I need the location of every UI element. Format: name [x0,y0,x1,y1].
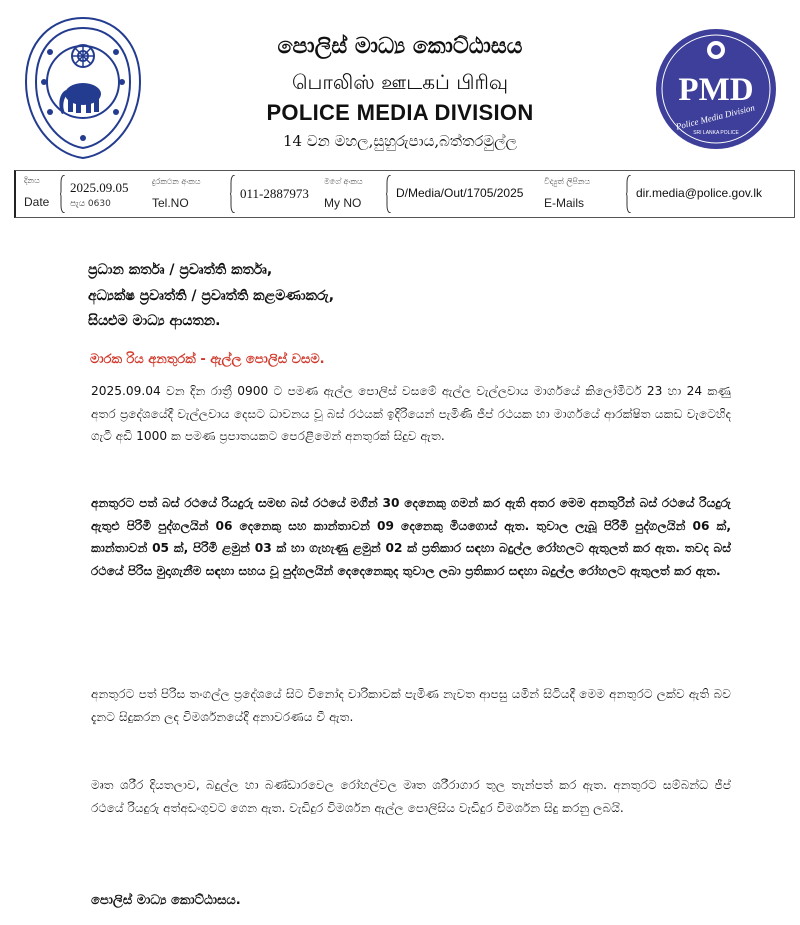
date-label-en: Date [24,195,50,209]
signoff: පොලිස් මාධ්‍ය කොට්ඨාසය. [91,893,241,908]
tel-value-cell [240,171,330,217]
my-no-value-cell [396,171,541,217]
recipient-line-1: ප්‍රධාන කර්තෘ / ප්‍රවෘත්ති කර්තෘ, [88,262,273,278]
header-title-english: POLICE MEDIA DIVISION [266,100,534,125]
tel-label-en: Tel.NO [152,196,189,210]
date-value-cell [70,171,150,217]
brace-icon [230,175,236,213]
email-label-en: E-Mails [544,196,585,210]
tel-label-si: දුරකථන අංකය [152,177,201,186]
police-seal-icon [18,12,148,162]
my-no-label-si: මගේ අංකය [324,177,363,186]
body-paragraph-2: අනතුරට පත් බස් රථයේ රියදුරු සමඟ බස් රථයේ මගීන් 30 දෙනෙකු ගමන් කර ඇති අතර මෙම අනතුරින් බස් රථයේ රියදුරු ඇතුළු පිරිමි පුද්ගලයින් 06 දෙනෙකු සහ කාන්තාවන් 09 දෙනෙකු මියගොස් ඇත. තුවාල ලැබූ පිරිමි පුද්ගලයින් 06 ක්, කාන්තාවන් 05 ක්, පිරිමි ළමුන් 03 ක් හා ගැහැණු ළමුන් 02 ක් ප්‍රතිකාර සඳහා බදුල්ල රෝහලට ඇතුලත් කර ඇත. තවද බස් රථයේ පිරිස මුදාගැනීම සඳහා සහය වූ පුද්ගලයින් දෙදෙනෙකුද තුවාල ලබා ප්‍රතිකාර සඳහා බදුල්ල රෝහලට ඇතුලත් කර ඇත. [91,496,731,578]
my-no-label-cell [324,171,394,217]
brace-icon [60,175,66,213]
date-value: 2025.09.05 [70,180,129,195]
body-paragraph-1: 2025.09.04 වන දින රාත්‍රී 0900 ට පමණ ඇල්ල පොලිස් වසමේ ඇල්ල වැල්ලවාය මාර්ගයේ කිලෝමීටර් 23 හා 24 කණු අතර ප්‍රදේශයේදී වැල්ලවාය දෙසට ධාවනය වූ බස් රථයක් ඉදිරියෙන් පැමිණි ජීප් රථයක හා මාර්ගයේ ආරක්ෂිත යකඩ වැටෙහිද ගැටී අඩි 1000 ක පමණ ප්‍රපාතයකට පෙරළීමෙන් අනතුරක් සිදුව ඇත. [91,384,731,443]
tel-value: 011-2887973 [240,186,309,201]
subject-heading: මාරක රිය අනතුරක් - ඇල්ල පොලිස් වසම. [90,352,325,367]
recipient-line-3: සියළුම මාධ්‍ය ආයතන. [88,313,221,329]
header-title-tamil: பொலிஸ் ஊடகப் பிரிவு [291,70,508,94]
body-paragraph-4: මෘත ශරීර දියතලාව, බදුල්ල හා බණ්ඩාරවෙල රෝහල්වල මෘත ශරීරාගාර තුල තැන්පත් කර ඇත. අනතුරට සම්බන්ධ ජීප් රථයේ රියදුරු අත්අඩංගුවට ගෙන ඇත. වැඩිදුර විමර්ශන ඇල්ල පොලිසිය වැඩිදුර විමර්ශන සිදු කරනු ලබයි. [91,778,731,815]
pmd-logo-text: PMD [678,72,754,108]
email-label-si: විද්‍යුත් ලිපිනය [544,177,591,186]
email-value: dir.media@police.gov.lk [636,186,763,200]
recipient-line-2: අධ්‍යක්ෂ ප්‍රවෘත්ති / ප්‍රවෘත්ති කළමණාකරු, [88,288,335,304]
tel-label-cell [152,171,228,217]
info-bar [14,170,795,218]
pmd-logo-icon [655,28,777,150]
time-value: පැය 0630 [70,199,111,209]
header-address: 14 වන මහල,සුහුරුපාය,බත්තරමුල්ල [283,132,517,150]
brace-icon [626,175,632,213]
email-label-cell [544,171,624,217]
pmd-logo-sub-text: SRI LANKA POLICE [693,130,739,136]
pmd-logo-ring-text: Police Media Division [674,102,756,132]
date-label-si: දිනය [24,176,40,185]
my-no-value: D/Media/Out/1705/2025 [396,186,524,200]
header-title-sinhala: පොලිස් මාධ්‍ය කොට්ඨාසය [277,34,523,59]
brace-icon [386,175,392,213]
email-value-cell [636,171,791,217]
body-paragraph-3: අනතුරට පත් පිරිස තංගල්ල ප්‍රදේශයේ සිට විනෝද චාරිකාවක් පැමිණ නැවත ආපසු යමින් සිටියදී මෙම අනතුරට ලක්ව ඇති බව දැනට සිදුකරන ලද විමර්ශනයේදී අනාවරණය වී ඇත. [91,687,731,724]
date-label-cell [24,171,60,217]
my-no-label-en: My NO [324,196,362,210]
